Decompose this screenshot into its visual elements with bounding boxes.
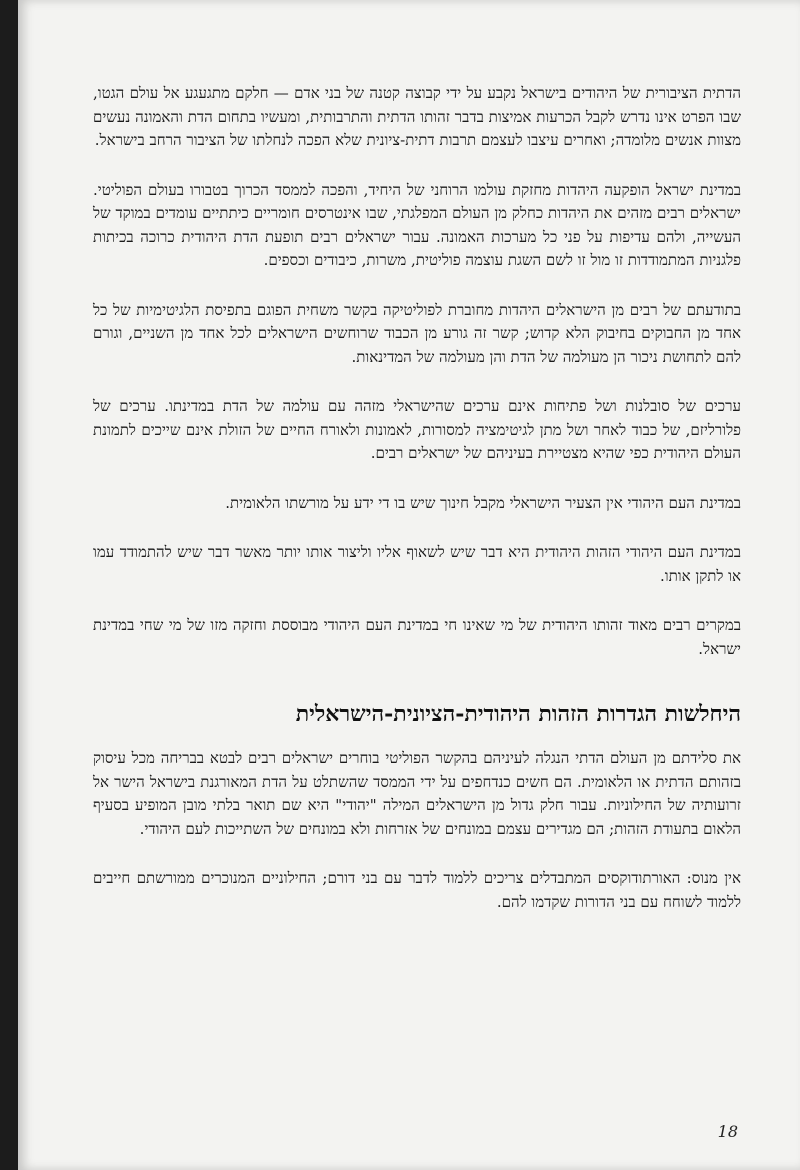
paragraph: במדינת העם היהודי אין הצעיר הישראלי מקבל חינוך שיש בו די ידע על מורשתו הלאומית.	[225, 493, 741, 512]
paragraph: אין מנוס: האורתודוקסים המתבדלים צריכים ללמוד לדבר עם בני דורם; החילוניים המנוכרים ממורשתם חייבים ללמוד לשוחח עם בני הדורות שקדמו להם.	[93, 869, 741, 911]
paragraph: בתודעתם של רבים מן הישראלים היהדות מחוברת לפוליטיקה בקשר משחית הפוגם בתפיסת הלגיטימיות של כל אחד מן החבוקים בחיבוק הלא קדוש; קשר זה גורע מן הכבוד שרוחשים הישראלים לכל אחד מן השניים, וגורם להם לתחושת ניכור הן מעולמה של הדת והן מעולמה של המדינאות.	[93, 300, 741, 366]
paragraph: במקרים רבים מאוד זהותו היהודית של מי שאינו חי במדינת העם היהודי מבוססת וחזקה מזו של מי שחי במדינת ישראל.	[93, 616, 741, 658]
paragraph: את סלידתם מן העולם הדתי הנגלה לעיניהם בהקשר הפוליטי בוחרים ישראלים רבים לבטא בבריחה מכל עיסוק בזהותם הדתית או הלאומית. הם חשים כנדחפים על ידי הממסד שהשתלט על הדת המאורגנת בישראל הישר אל זרועותיה של החילוניות. עבור חלק גדול מן הישראלים המילה "יהודי" היא שם תואר בלתי מובן המופיע בסעיף הלאום בתעודת הזהות; הם מגדירים עצמם במונחים של אזרחות ולא במונחים של השתייכות לעם היהודי.	[93, 749, 741, 838]
page-body	[93, 82, 741, 940]
paragraph: במדינת העם היהודי הזהות היהודית היא דבר שיש לשאוף אליו וליצור אותו יותר מאשר דבר שיש להתמודד עמו או לתקן אותו.	[93, 543, 741, 585]
paragraph: הדתית הציבורית של היהודים בישראל נקבע על ידי קבוצה קטנה של בני אדם — חלקם מתגעגע אל עולם הגטו, שבו הפרט אינו נדרש לקבל הכרעות אמיצות בדבר זהותו הדתית והתרבותית, ומעשיו בתחום הדת והאמונה נעשים מצוות אנשים מלומדה; ואחרים עיצבו לעצמם תרבות דתית-ציונית שלא הפכה לנחלתו של הציבור הרחב בישראל.	[93, 84, 741, 149]
paragraph: במדינת ישראל הופקעה היהדות מחזקת עולמו הרוחני של היחיד, והפכה לממסד הכרוך בטבורו בעולם הפוליטי. ישראלים רבים מזהים את היהדות כחלק מן העולם המפלגתי, שבו אינטרסים חומריים כיתתיים עומדים במוקד של העשייה, ולהם עדיפות על פני כל מערכות האמונה. עבור ישראלים רבים תופעת הדת היהודית כרוכה בכיתות פלגניות המתמודדות זו מול זו לשם השגת עוצמה פוליטית, משרות, כיבודים וכספים.	[93, 180, 741, 269]
page-number: 18	[717, 1122, 738, 1141]
section-heading: היחלשות הגדרות הזהות היהודית-הציונית-הישראלית	[295, 701, 741, 727]
document-page	[18, 0, 800, 1170]
paragraph: ערכים של סובלנות ושל פתיחות אינם ערכים שהישראלי מזהה עם עולמה של הדת במדינתו. ערכים של פלורליזם, של כבוד לאחר ושל מתן לגיטימציה למסורות, לאמונות ולאורח החיים של הזולת אינם שייכים לתמונת העולם היהודית כפי שהיא מצטיירת בעיניהם של ישראלים רבים.	[93, 397, 742, 462]
